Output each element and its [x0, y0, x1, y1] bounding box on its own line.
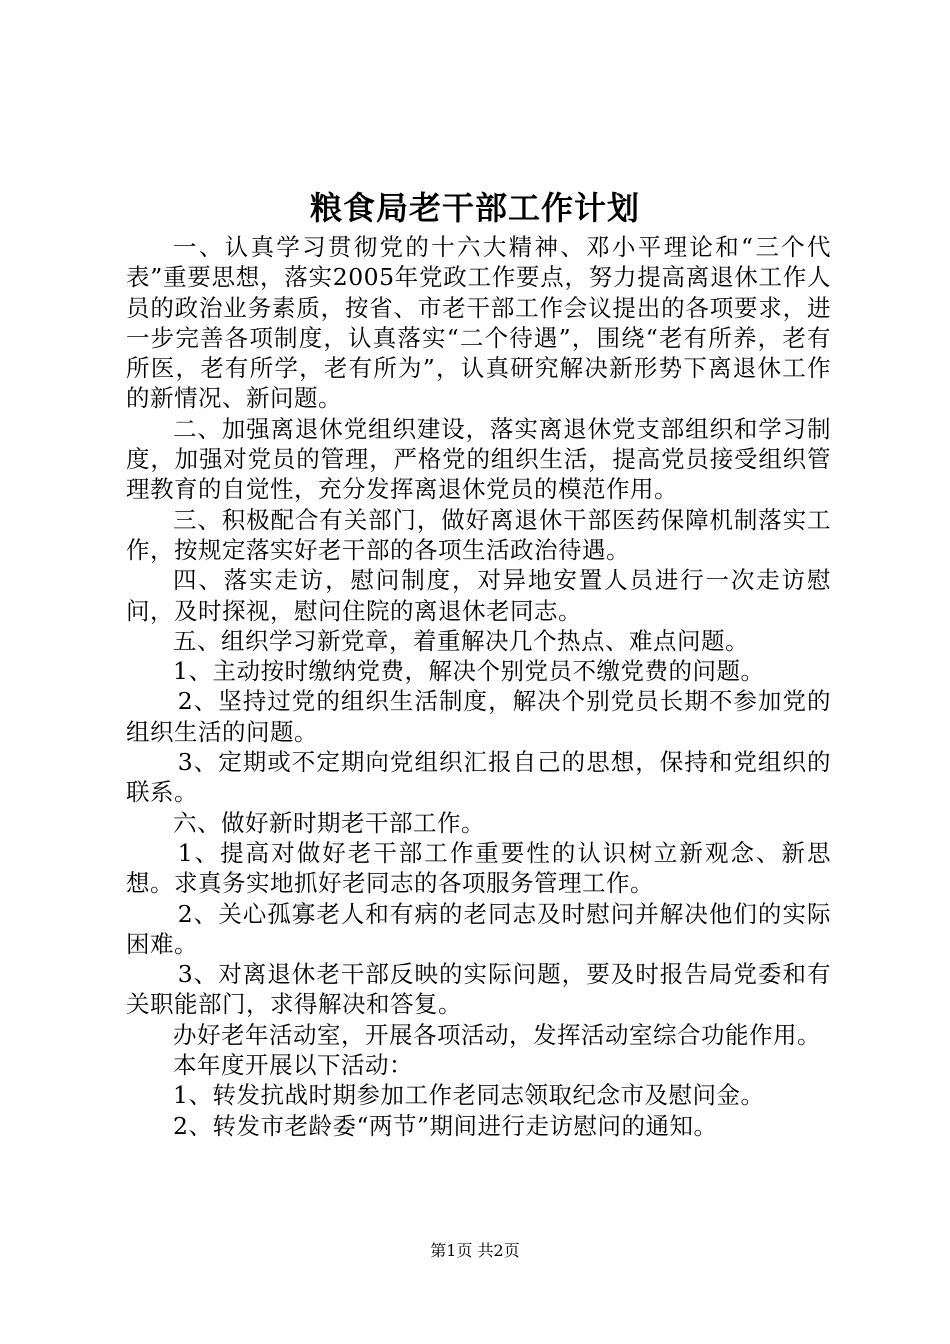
activity-item-2: 2、转发市老龄委“两节”期间进行走访慰问的通知。	[173, 1111, 718, 1140]
paragraph-6-item-2: 2、关心孤寡老人和有病的老同志及时慰问并解决他们的实际困难。	[126, 899, 831, 958]
document-body	[126, 232, 831, 1141]
paragraph-3: 三、积极配合有关部门，做好离退休干部医药保障机制落实工作，按规定落实好老干部的各项生活政治待遇。	[126, 505, 831, 564]
paragraph-6-item-3: 3、对离退休老干部反映的实际问题，要及时报告局党委和有关职能部门，求得解决和答复。	[126, 960, 831, 1019]
page-footer: 第1页 共2页	[430, 1241, 520, 1260]
paragraph-5: 五、组织学习新党章，着重解决几个热点、难点问题。	[173, 626, 749, 655]
paragraph-5-item-3: 3、定期或不定期向党组织汇报自己的思想，保持和党组织的联系。	[126, 748, 831, 807]
paragraph-5-item-2: 2、坚持过党的组织生活制度，解决个别党员长期不参加党的组织生活的问题。	[126, 687, 831, 746]
paragraph-1: 一、认真学习贯彻党的十六大精神、邓小平理论和“三个代表”重要思想，落实2005年党政工作要点，努力提高离退休工作人员的政治业务素质，按省、市老干部工作会议提出的各项要求，进一步完善各项制度，认真落实“二个待遇”，围绕“老有所养，老有所医，老有所学，老有所为”，认真研究解决新形势下离退休工作的新情况、新问题。	[126, 233, 831, 413]
activity-item-1: 1、转发抗战时期参加工作老同志领取纪念市及慰问金。	[173, 1081, 765, 1110]
document-title: 粮食局老干部工作计划	[309, 189, 640, 227]
paragraph-activity-room: 办好老年活动室，开展各项活动，发挥活动室综合功能作用。	[173, 1020, 821, 1049]
paragraph-6-item-1: 1、提高对做好老干部工作重要性的认识树立新观念、新思想。求真务实地抓好老同志的各项服务管理工作。	[126, 838, 831, 898]
paragraph-4: 四、落实走访，慰问制度，对异地安置人员进行一次走访慰问，及时探视，慰问住院的离退休老同志。	[126, 566, 831, 625]
paragraph-5-item-1: 1、主动按时缴纳党费，解决个别党员不缴党费的问题。	[173, 657, 765, 686]
paragraph-6: 六、做好新时期老干部工作。	[173, 808, 485, 837]
paragraph-2: 二、加强离退休党组织建设，落实离退休党支部组织和学习制度，加强对党员的管理，严格党的组织生活，提高党员接受组织管理教育的自觉性，充分发挥离退休党员的模范作用。	[126, 414, 831, 504]
paragraph-activities-heading: 本年度开展以下活动：	[173, 1051, 413, 1080]
